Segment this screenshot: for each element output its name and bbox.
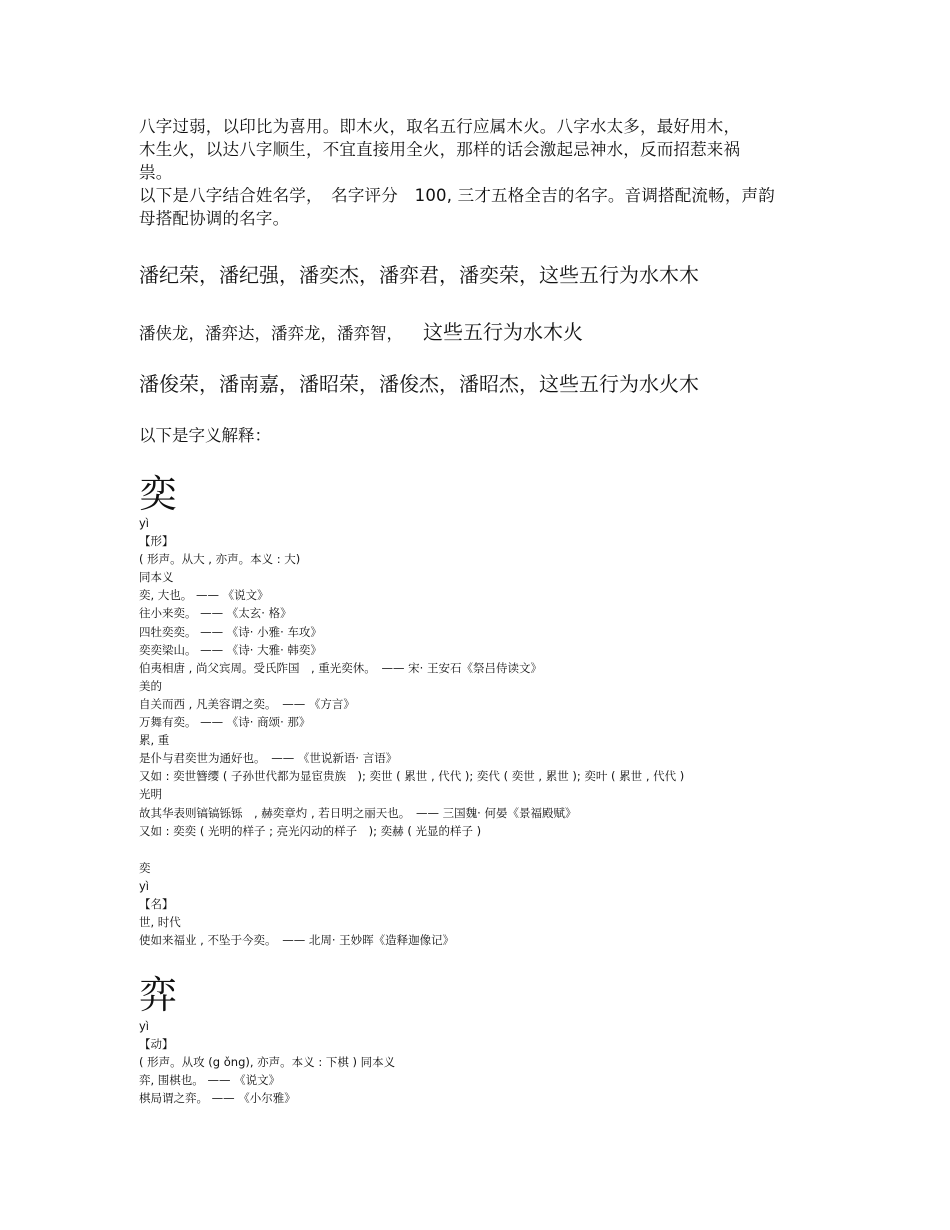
headword-yi-game-char: 弈 (139, 973, 178, 1017)
definition-line: 奕 (139, 861, 151, 875)
intro-line: 以下是八字结合姓名学， 名字评分 100, 三才五格全吉的名字。音调搭配流畅，声韵 (139, 186, 775, 205)
definition-line: 弈, 围棋也。 —— 《说文》 (139, 1073, 281, 1088)
definition-line: 自关而西 , 凡美容谓之奕。 —— 《方言》 (139, 696, 355, 711)
name-list-names: 潘侠龙，潘弈达，潘弈龙，潘弈智， (139, 324, 403, 343)
definition-block-yi-game (139, 1017, 395, 1107)
name-list-element-label: 这些五行为水木火 (423, 320, 583, 344)
definition-line: 美的 (139, 678, 162, 693)
definition-line: 【动】 (139, 1037, 174, 1052)
intro-text (139, 115, 799, 230)
definition-block-yi-noun (139, 859, 454, 949)
name-list-water-wood-fire (139, 316, 583, 345)
name-list-water-fire-wood: 潘俊荣，潘南嘉，潘昭荣，潘俊杰，潘昭杰，这些五行为水火木 (139, 372, 699, 396)
definition-line: 万舞有奕。 —— 《诗· 商颂· 那》 (139, 715, 311, 730)
definition-line: yì (139, 516, 150, 530)
definition-line: 四牡奕奕。 —— 《诗· 小雅· 车攻》 (139, 624, 322, 639)
definition-line: 又如 : 奕世簪缨 ( 子孙世代都为显宦贵族 ); 奕世 ( 累世 , 代代 ); 奕代 ( 奕世 , 累世 ); 奕叶 ( 累世 , 代代 ) (139, 769, 685, 784)
intro-line: 母搭配协调的名字。 (139, 209, 290, 228)
definition-line: 是仆与君奕世为通好也。 —— 《世说新语· 言语》 (139, 751, 398, 766)
definition-line: 又如 : 奕奕 ( 光明的样子 ; 亮光闪动的样子 ); 奕赫 ( 光显的样子 ) (139, 823, 482, 838)
definition-line: 世, 时代 (139, 915, 181, 930)
definition-line: 【名】 (139, 897, 174, 912)
definition-line: 【形】 (139, 534, 174, 549)
definition-line: yì (139, 879, 150, 894)
section-intro: 以下是字义解释： (139, 426, 271, 445)
definition-line: 棋局谓之弈。 —— 《小尔雅》 (139, 1091, 296, 1106)
definition-line: yì (139, 1019, 150, 1033)
intro-line: 木生火，以达八字顺生，不宜直接用全火，那样的话会激起忌神水，反而招惹来祸 (139, 140, 741, 159)
definition-block-yi (139, 514, 684, 840)
name-list-water-wood-wood: 潘纪荣，潘纪强，潘奕杰，潘弈君，潘奕荣，这些五行为水木木 (139, 263, 699, 287)
definition-line: 使如来福业 , 不坠于今奕。 —— 北周· 王妙晖《造释迦像记》 (139, 933, 455, 948)
intro-line: 八字过弱，以印比为喜用。即木火，取名五行应属木火。八字水太多，最好用木， (139, 117, 741, 136)
intro-line: 祟。 (139, 163, 173, 182)
definition-line: ( 形声。从攻 (g ǒng), 亦声。本义 : 下棋 ) 同本义 (139, 1055, 396, 1070)
definition-line: 奕奕梁山。 —— 《诗· 大雅· 韩奕》 (139, 642, 322, 657)
definition-line: 往小来奕。 —— 《太玄· 格》 (139, 606, 292, 621)
definition-line: 光明 (139, 787, 162, 802)
definition-line: 奕, 大也。 —— 《说文》 (139, 588, 269, 603)
definition-line: 伯夷相唐 , 尚父宾周。受氏阼国 , 重光奕休。 —— 宋· 王安石《祭吕侍读文》 (139, 660, 542, 675)
definition-line: ( 形声。从大 , 亦声。本义 : 大) (139, 552, 301, 567)
definition-line: 累, 重 (139, 733, 170, 748)
definition-line: 故其华表则镐镐铄铄 , 赫奕章灼 , 若日明之丽天也。 —— 三国魏· 何晏《景福殿赋》 (139, 805, 577, 820)
definition-line: 同本义 (139, 570, 174, 585)
headword-yi-char: 奕 (139, 472, 178, 516)
